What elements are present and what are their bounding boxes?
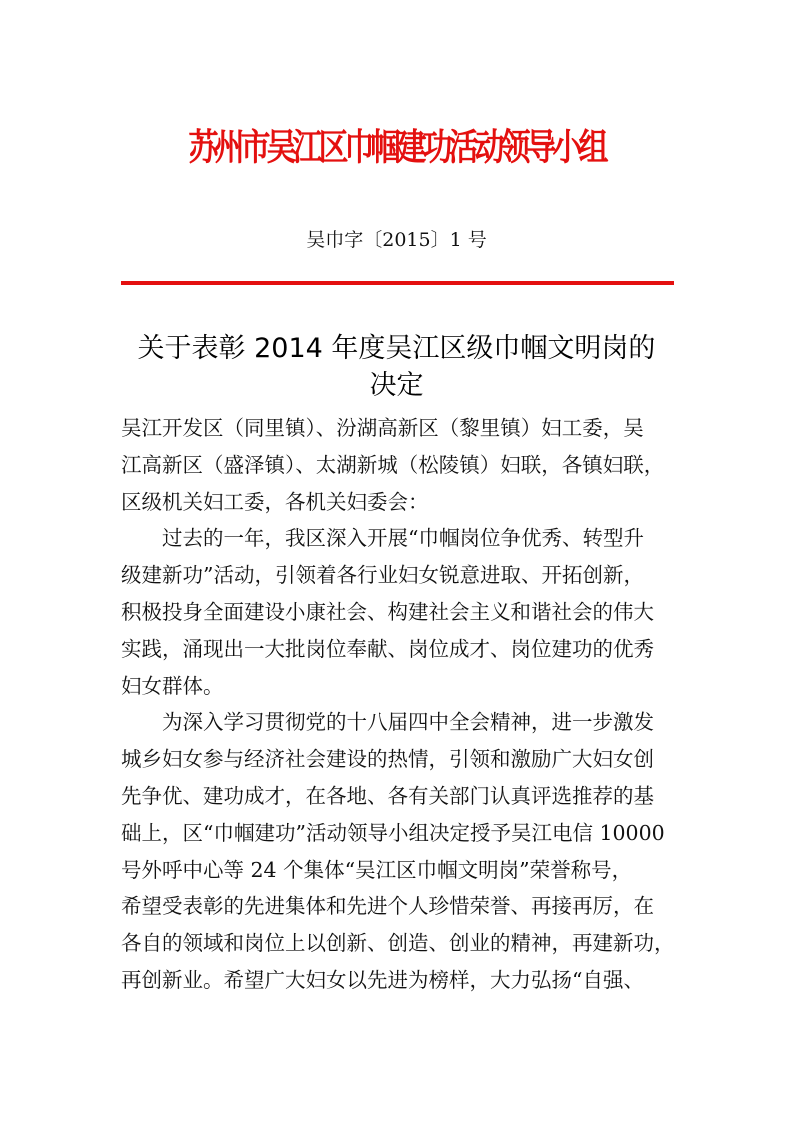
paragraph-line: 号外呼中心等 24 个集体“吴江区巾帼文明岗”荣誉称号，	[121, 857, 633, 882]
paragraph-line: 础上，区“巾帼建功”活动领导小组决定授予吴江电信 10000	[121, 820, 665, 845]
paragraph-line: 先争优、建功成才，在各地、各有关部门认真评选推荐的基	[121, 783, 654, 808]
addressee-line: 区级机关妇工委，各机关妇委会：	[121, 489, 429, 514]
document-number: 吴巾字〔2015〕1 号	[306, 229, 487, 251]
document-title-line-2: 决定	[369, 370, 424, 401]
addressee-line: 江高新区（盛泽镇）、太湖新城（松陵镇）妇联，各镇妇联，	[121, 452, 665, 477]
paragraph-line: 各自的领域和岗位上以创新、创造、创业的精神，再建新功，	[121, 931, 675, 956]
paragraph-line: 为深入学习贯彻党的十八届四中全会精神，进一步激发	[162, 710, 654, 735]
paragraph-line: 希望受表彰的先进集体和先进个人珍惜荣誉、再接再厉，在	[121, 894, 654, 919]
document-title	[100, 330, 693, 404]
paragraph-line: 实践，涌现出一大批岗位奉献、岗位成才、岗位建功的优秀	[121, 636, 654, 661]
document-body	[121, 410, 681, 999]
paragraph-line: 级建新功”活动，引领着各行业妇女锐意进取、开拓创新，	[121, 563, 644, 588]
addressee-line: 吴江开发区（同里镇）、汾湖高新区（黎里镇）妇工委，吴	[121, 416, 644, 440]
paragraph-line: 城乡妇女参与经济社会建设的热情，引领和激励广大妇女创	[121, 747, 654, 772]
red-divider-rule	[121, 281, 674, 285]
paragraph-line: 过去的一年，我区深入开展“巾帼岗位争优秀、转型升	[162, 526, 644, 551]
issuing-organization-header: 苏州市吴江区巾帼建功活动领导小组	[188, 126, 605, 170]
document-title-line-1: 关于表彰 2014 年度吴江区级巾帼文明岗的	[137, 333, 656, 364]
paragraph-line: 积极投身全面建设小康社会、构建社会主义和谐社会的伟大	[121, 599, 654, 624]
paragraph-line: 再创新业。希望广大妇女以先进为榜样，大力弘扬“自强、	[121, 967, 644, 992]
paragraph-line: 妇女群体。	[121, 673, 224, 698]
